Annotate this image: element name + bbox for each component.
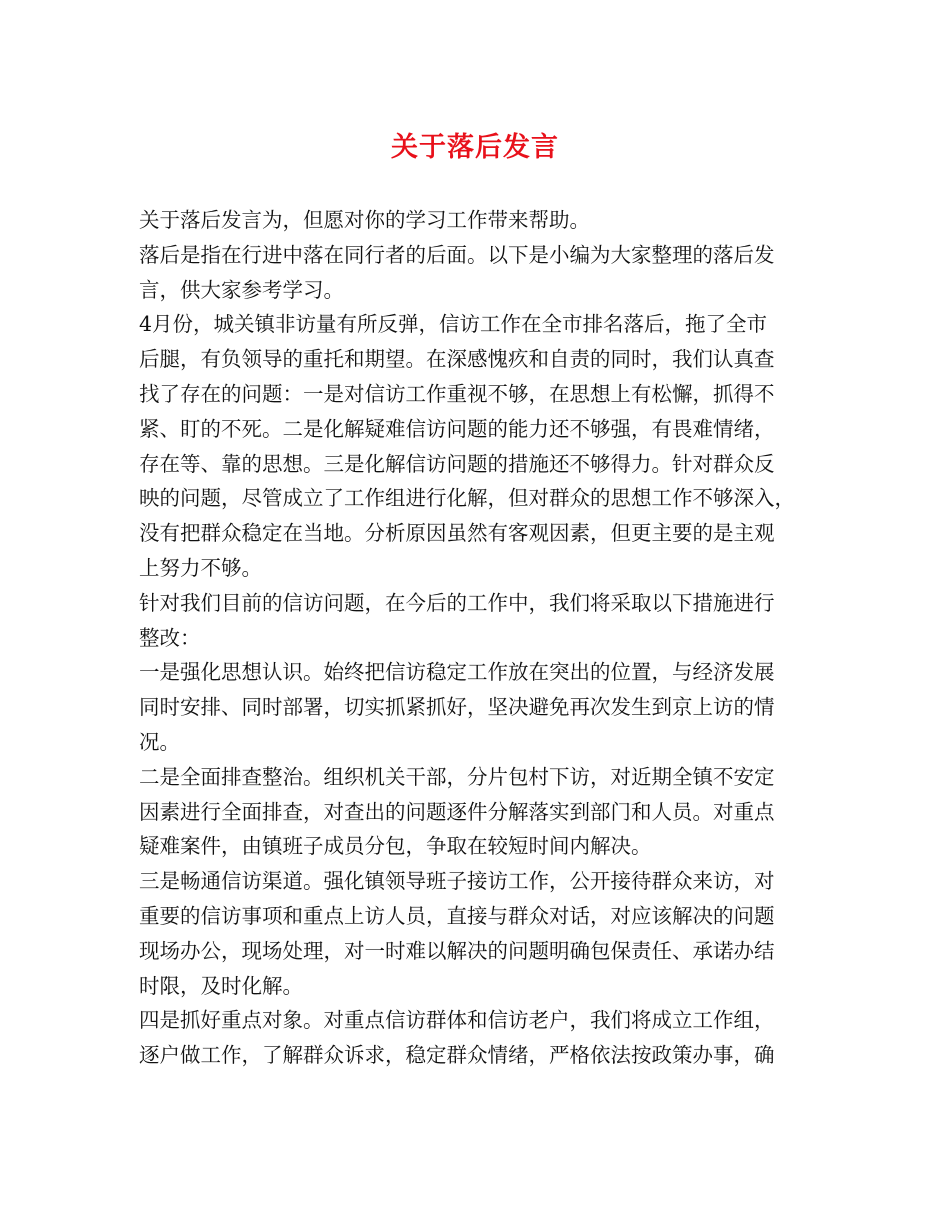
body-line: 映的问题，尽管成立了工作组进行化解，但对群众的思想工作不够深入， xyxy=(139,486,795,511)
body-line: 没有把群众稳定在当地。分析原因虽然有客观因素，但更主要的是主观 xyxy=(139,521,775,546)
body-line: 存在等、靠的思想。三是化解信访问题的措施还不够得力。针对群众反 xyxy=(139,451,775,476)
body-line: 现场办公，现场处理，对一时难以解决的问题明确包保责任、承诺办结 xyxy=(139,938,775,963)
body-line: 逐户做工作，了解群众诉求，稳定群众情绪，严格依法按政策办事，确 xyxy=(139,1043,775,1068)
body-line: 言，供大家参考学习。 xyxy=(139,277,344,302)
body-line: 落后是指在行进中落在同行者的后面。以下是小编为大家整理的落后发 xyxy=(139,242,775,267)
document-title: 关于落后发言 xyxy=(391,132,559,163)
body-line: 找了存在的问题：一是对信访工作重视不够，在思想上有松懈，抓得不 xyxy=(139,381,775,406)
body-line: 疑难案件，由镇班子成员分包，争取在较短时间内解决。 xyxy=(139,834,652,859)
body-line: 四是抓好重点对象。对重点信访群体和信访老户，我们将成立工作组， xyxy=(139,1008,775,1033)
body-line: 况。 xyxy=(139,729,180,754)
body-line: 整改： xyxy=(139,625,201,650)
body-line: 同时安排、同时部署，切实抓紧抓好，坚决避免再次发生到京上访的情 xyxy=(139,695,775,720)
body-line: 上努力不够。 xyxy=(139,555,262,580)
body-line: 4月份，城关镇非访量有所反弹，信访工作在全市排名落后，拖了全市 xyxy=(139,312,768,337)
body-line: 重要的信访事项和重点上访人员，直接与群众对话，对应该解决的问题 xyxy=(139,903,775,928)
body-line: 一是强化思想认识。始终把信访稳定工作放在突出的位置，与经济发展 xyxy=(139,660,775,685)
body-line: 后腿，有负领导的重托和期望。在深感愧疚和自责的同时，我们认真查 xyxy=(139,347,775,372)
body-line: 针对我们目前的信访问题，在今后的工作中，我们将采取以下措施进行 xyxy=(139,590,775,615)
body-line: 二是全面排查整治。组织机关干部，分片包村下访，对近期全镇不安定 xyxy=(139,764,775,789)
document-body xyxy=(139,203,829,1073)
body-line: 时限，及时化解。 xyxy=(139,973,303,998)
body-line: 因素进行全面排查，对查出的问题逐件分解落实到部门和人员。对重点 xyxy=(139,799,775,824)
body-line: 三是畅通信访渠道。强化镇领导班子接访工作，公开接待群众来访，对 xyxy=(139,869,775,894)
body-line: 关于落后发言为，但愿对你的学习工作带来帮助。 xyxy=(139,208,590,232)
body-line: 紧、盯的不死。二是化解疑难信访问题的能力还不够强，有畏难情绪， xyxy=(139,416,775,441)
